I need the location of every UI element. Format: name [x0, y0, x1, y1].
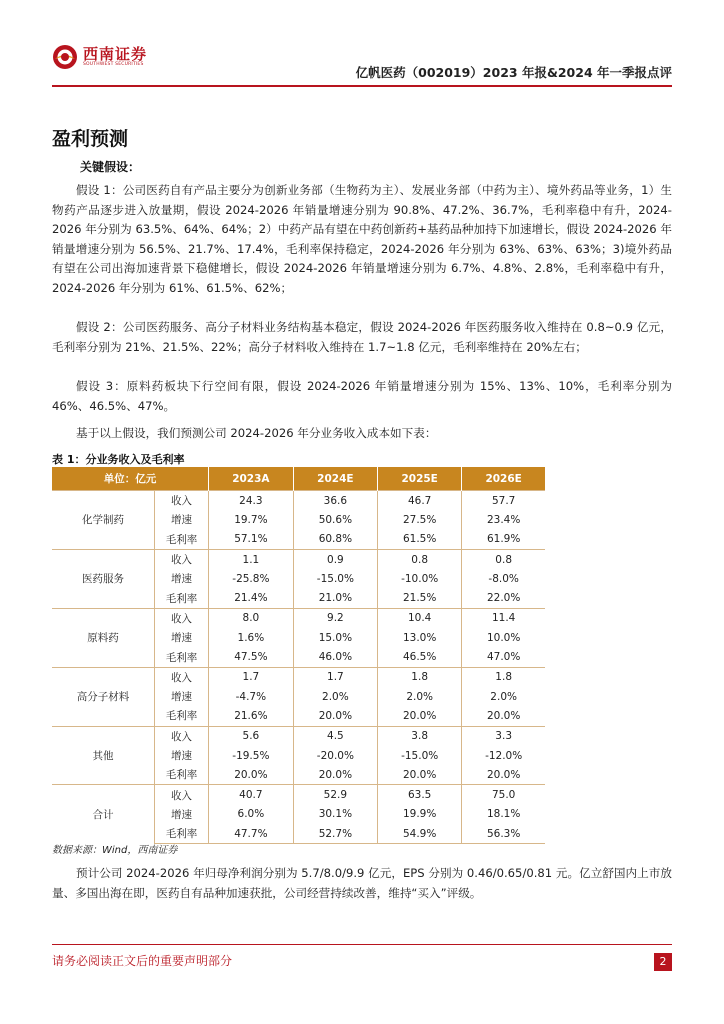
metric-label-cell: 增速: [155, 510, 209, 529]
table-caption: 表 1：分业务收入及毛利率: [52, 453, 185, 466]
value-cell: 20.0%: [293, 765, 377, 785]
table-header-row: [52, 467, 545, 491]
value-cell: 21.6%: [209, 706, 294, 726]
footer-divider: [52, 944, 672, 945]
value-cell: 10.0%: [486, 631, 521, 644]
value-cell: 46.5%: [378, 647, 462, 667]
value-cell: 20.0%: [209, 765, 294, 785]
value-cell: 6.0%: [209, 805, 294, 824]
footer-disclaimer: 请务必阅读正文后的重要声明部分: [52, 954, 233, 968]
header-unit: 单位：亿元: [52, 467, 209, 491]
report-title: 亿帆医药（002019）2023 年报&2024 年一季报点评: [355, 65, 672, 80]
assumption-3-paragraph: 假设 3：原料药板块下行空间有限，假设 2024-2026 年销量增速分别为 15%、13%、10%，毛利率分别为 46%、46.5%、47%。: [52, 379, 672, 413]
value-cell: 20.0%: [378, 706, 462, 726]
table-row: [52, 608, 545, 628]
value-cell: 22.0%: [486, 592, 521, 605]
assumption-1-paragraph: 假设 1：公司医药自有产品主要分为创新业务部（生物药为主）、发展业务部（中药为主）、境外药品等业务，1）生物药产品逐步进入放量期，假设 2024-2026 年销量增速分别为 90.8%、47.2%、36.7%，毛利率稳中有升，2024-2026 年分别为 63.5%、64%、64%；2）中药产品有望在中药创新药+基药品种加持下加速增长，假设 2024-2026 年销量增速分别为 56.5%、21.7%、17.4%，毛利率保持稳定，2024-2026 年分别为 63%、63%、63%；3)境外药品有望在公司出海加速背景下稳健增长，假设 2024-2026 年销量增速分别为 6.7%、4.8%、2.8%，毛利率稳中有升，2024-2026 年分别为 61%、61.5%、62%；: [52, 183, 672, 295]
value-cell: 47.5%: [209, 647, 294, 667]
value-cell: 9.2: [293, 608, 377, 628]
value-cell: -8.0%: [488, 572, 519, 585]
value-cell: -12.0%: [485, 749, 523, 762]
metric-label-cell: 收入: [155, 785, 209, 805]
segment-revenue-table: [52, 467, 545, 844]
value-cell: -10.0%: [378, 569, 462, 588]
value-cell: 61.5%: [378, 530, 462, 550]
metric-label-cell: 毛利率: [155, 706, 209, 726]
value-cell: 60.8%: [293, 530, 377, 550]
metric-label-cell: 增速: [155, 569, 209, 588]
logo-chinese-name: 西南证券: [83, 45, 148, 63]
logo-english-name: SOUTHWEST SECURITIES: [83, 62, 144, 67]
table-row: [52, 549, 545, 569]
value-cell: 8.0: [209, 608, 294, 628]
metric-label-cell: 毛利率: [155, 765, 209, 785]
value-cell: 2.0%: [293, 687, 377, 706]
value-cell: 46.0%: [293, 647, 377, 667]
value-cell: 36.6: [293, 491, 377, 511]
table-row: [52, 785, 545, 805]
value-cell: -19.5%: [209, 746, 294, 765]
metric-label-cell: 收入: [155, 491, 209, 511]
metric-label-cell: 增速: [155, 687, 209, 706]
metric-label-cell: 收入: [155, 549, 209, 569]
value-cell: 20.0%: [486, 768, 521, 781]
value-cell: 20.0%: [293, 706, 377, 726]
value-cell: 47.0%: [486, 651, 521, 664]
value-cell: 2.0%: [378, 687, 462, 706]
header-2026e: 2026E: [462, 467, 545, 491]
table-row: [52, 491, 545, 511]
page-number: 2: [654, 953, 672, 971]
value-cell: 75.0: [462, 785, 545, 805]
segment-name-cell: 化学制药: [52, 491, 155, 550]
header-2025e: 2025E: [378, 467, 462, 491]
data-source-note: 数据来源：Wind，西南证券: [52, 845, 178, 856]
value-cell: 5.6: [209, 726, 294, 746]
metric-label-cell: 增速: [155, 805, 209, 824]
value-cell: 63.5: [378, 785, 462, 805]
metric-label-cell: 收入: [155, 726, 209, 746]
table-intro-paragraph: 基于以上假设，我们预测公司 2024-2026 年分业务收入成本如下表：: [76, 426, 437, 440]
value-cell: 1.8: [378, 667, 462, 687]
value-cell: 0.9: [293, 549, 377, 569]
value-cell: 27.5%: [378, 510, 462, 529]
value-cell: 1.8: [462, 667, 545, 687]
value-cell: 4.5: [293, 726, 377, 746]
header-2023a: 2023A: [209, 467, 294, 491]
metric-label-cell: 毛利率: [155, 824, 209, 844]
value-cell: 56.3%: [462, 824, 545, 844]
value-cell: -4.7%: [209, 687, 294, 706]
value-cell: 3.8: [378, 726, 462, 746]
table-row: [52, 726, 545, 746]
value-cell: 10.4: [378, 608, 462, 628]
value-cell: 57.7: [462, 491, 545, 511]
value-cell: 15.0%: [293, 628, 377, 647]
value-cell: 50.6%: [293, 510, 377, 529]
value-cell: 30.1%: [293, 805, 377, 824]
segment-name-cell: 高分子材料: [52, 667, 155, 726]
metric-label-cell: 收入: [155, 608, 209, 628]
value-cell: 19.7%: [209, 510, 294, 529]
value-cell: 19.9%: [378, 805, 462, 824]
value-cell: 52.9: [293, 785, 377, 805]
value-cell: 21.4%: [209, 588, 294, 608]
value-cell: 18.1%: [486, 808, 521, 821]
header-2024e: 2024E: [293, 467, 377, 491]
value-cell: 52.7%: [293, 824, 377, 844]
value-cell: 61.9%: [486, 533, 521, 546]
value-cell: 1.6%: [209, 628, 294, 647]
segment-name-cell: 合计: [52, 785, 155, 844]
segment-name-cell: 其他: [52, 726, 155, 785]
value-cell: 1.7: [293, 667, 377, 687]
header-divider: [52, 85, 672, 87]
key-assumptions-label: 关键假设：: [80, 160, 141, 174]
value-cell: 2.0%: [490, 690, 517, 703]
value-cell: 54.9%: [378, 824, 462, 844]
value-cell: 20.0%: [378, 765, 462, 785]
section-title: 盈利预测: [52, 128, 129, 150]
forecast-conclusion-paragraph: 预计公司 2024-2026 年归母净利润分别为 5.7/8.0/9.9 亿元，EPS 分别为 0.46/0.65/0.81 元。亿立舒国内上市放量、多国出海在即，医药自有品种加速获批，公司经营持续改善，维持“买入”评级。: [52, 866, 672, 900]
value-cell: 47.7%: [209, 824, 294, 844]
value-cell: 13.0%: [378, 628, 462, 647]
value-cell: 21.5%: [378, 588, 462, 608]
segment-name-cell: 原料药: [52, 608, 155, 667]
page-header: [0, 0, 724, 88]
table-row: [52, 667, 545, 687]
value-cell: -25.8%: [209, 569, 294, 588]
table-body: [52, 491, 545, 844]
value-cell: 21.0%: [293, 588, 377, 608]
company-logo: [52, 44, 147, 70]
metric-label-cell: 收入: [155, 667, 209, 687]
value-cell: 1.7: [209, 667, 294, 687]
value-cell: 24.3: [209, 491, 294, 511]
segment-name-cell: 医药服务: [52, 549, 155, 608]
value-cell: 3.3: [462, 726, 545, 746]
value-cell: -15.0%: [378, 746, 462, 765]
value-cell: 23.4%: [486, 513, 521, 526]
assumption-2-paragraph: 假设 2：公司医药服务、高分子材料业务结构基本稳定，假设 2024-2026 年医药服务收入维持在 0.8~0.9 亿元，毛利率分别为 21%、21.5%、22%；高分子材料收入维持在 1.7~1.8 亿元，毛利率维持在 20%左右；: [52, 320, 672, 354]
value-cell: 40.7: [209, 785, 294, 805]
logo-icon: [52, 44, 78, 70]
value-cell: 1.1: [209, 549, 294, 569]
value-cell: 57.1%: [209, 530, 294, 550]
value-cell: 46.7: [378, 491, 462, 511]
metric-label-cell: 增速: [155, 628, 209, 647]
metric-label-cell: 毛利率: [155, 647, 209, 667]
value-cell: 0.8: [378, 549, 462, 569]
value-cell: 11.4: [462, 608, 545, 628]
value-cell: -15.0%: [293, 569, 377, 588]
value-cell: 20.0%: [486, 709, 521, 722]
metric-label-cell: 增速: [155, 746, 209, 765]
metric-label-cell: 毛利率: [155, 588, 209, 608]
metric-label-cell: 毛利率: [155, 530, 209, 550]
value-cell: 0.8: [462, 549, 545, 569]
value-cell: -20.0%: [293, 746, 377, 765]
